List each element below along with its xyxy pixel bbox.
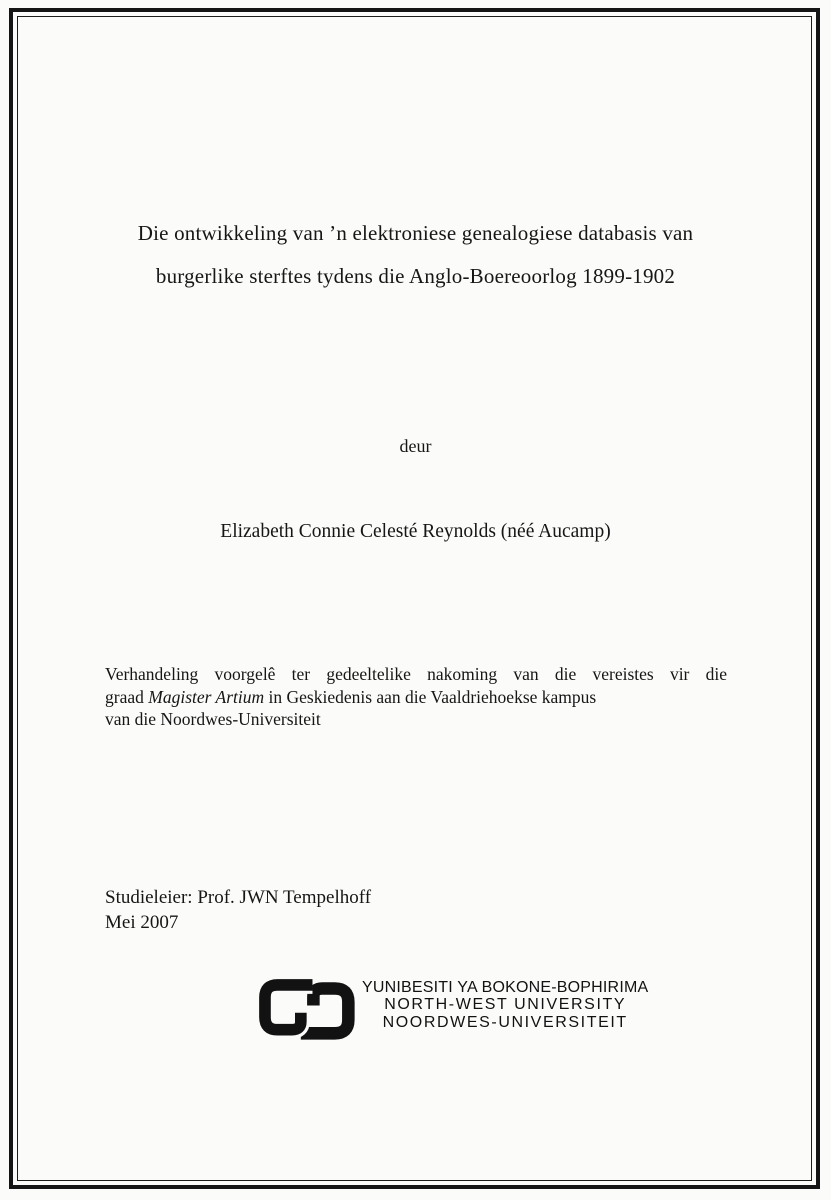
submission-line3: van die Noordwes-Universiteit (105, 709, 321, 729)
byline-label: deur (399, 436, 432, 456)
submission-line2-post: in Geskiedenis aan die Vaaldriehoekse kampus (264, 686, 597, 707)
submission-line1: Verhandeling voorgelê ter gedeeltelike nakoming van die vereistes vir die (105, 664, 727, 684)
submission-statement (105, 663, 727, 731)
date-line: Mei 2007 (105, 911, 179, 933)
supervisor-line: Studieleier: Prof. JWN Tempelhoff (105, 887, 372, 908)
logo-text-english: NORTH-WEST UNIVERSITY (384, 996, 627, 1014)
submission-line2-pre: graad (105, 686, 149, 707)
thesis-title-line2: burgerlike sterftes tydens die Anglo-Boereoorlog 1899-1902 (155, 264, 676, 288)
logo-text-afrikaans: NOORDWES-UNIVERSITEIT (382, 1013, 628, 1031)
university-logo-text (362, 979, 648, 1031)
submission-line2 (105, 686, 727, 709)
thesis-title (60, 212, 771, 298)
supervisor-and-date (105, 886, 371, 935)
degree-name: Magister Artium (148, 686, 265, 707)
author-name: Elizabeth Connie Celesté Reynolds (néé Aucamp) (220, 521, 611, 542)
university-logo (256, 974, 648, 1046)
nwu-interlocking-links-icon (256, 974, 360, 1046)
logo-text-setswana: YUNIBESITI YA BOKONE-BOPHIRIMA (362, 979, 649, 996)
thesis-title-line1: Die ontwikkeling van ’n elektroniese genealogiese databasis van (137, 221, 694, 245)
